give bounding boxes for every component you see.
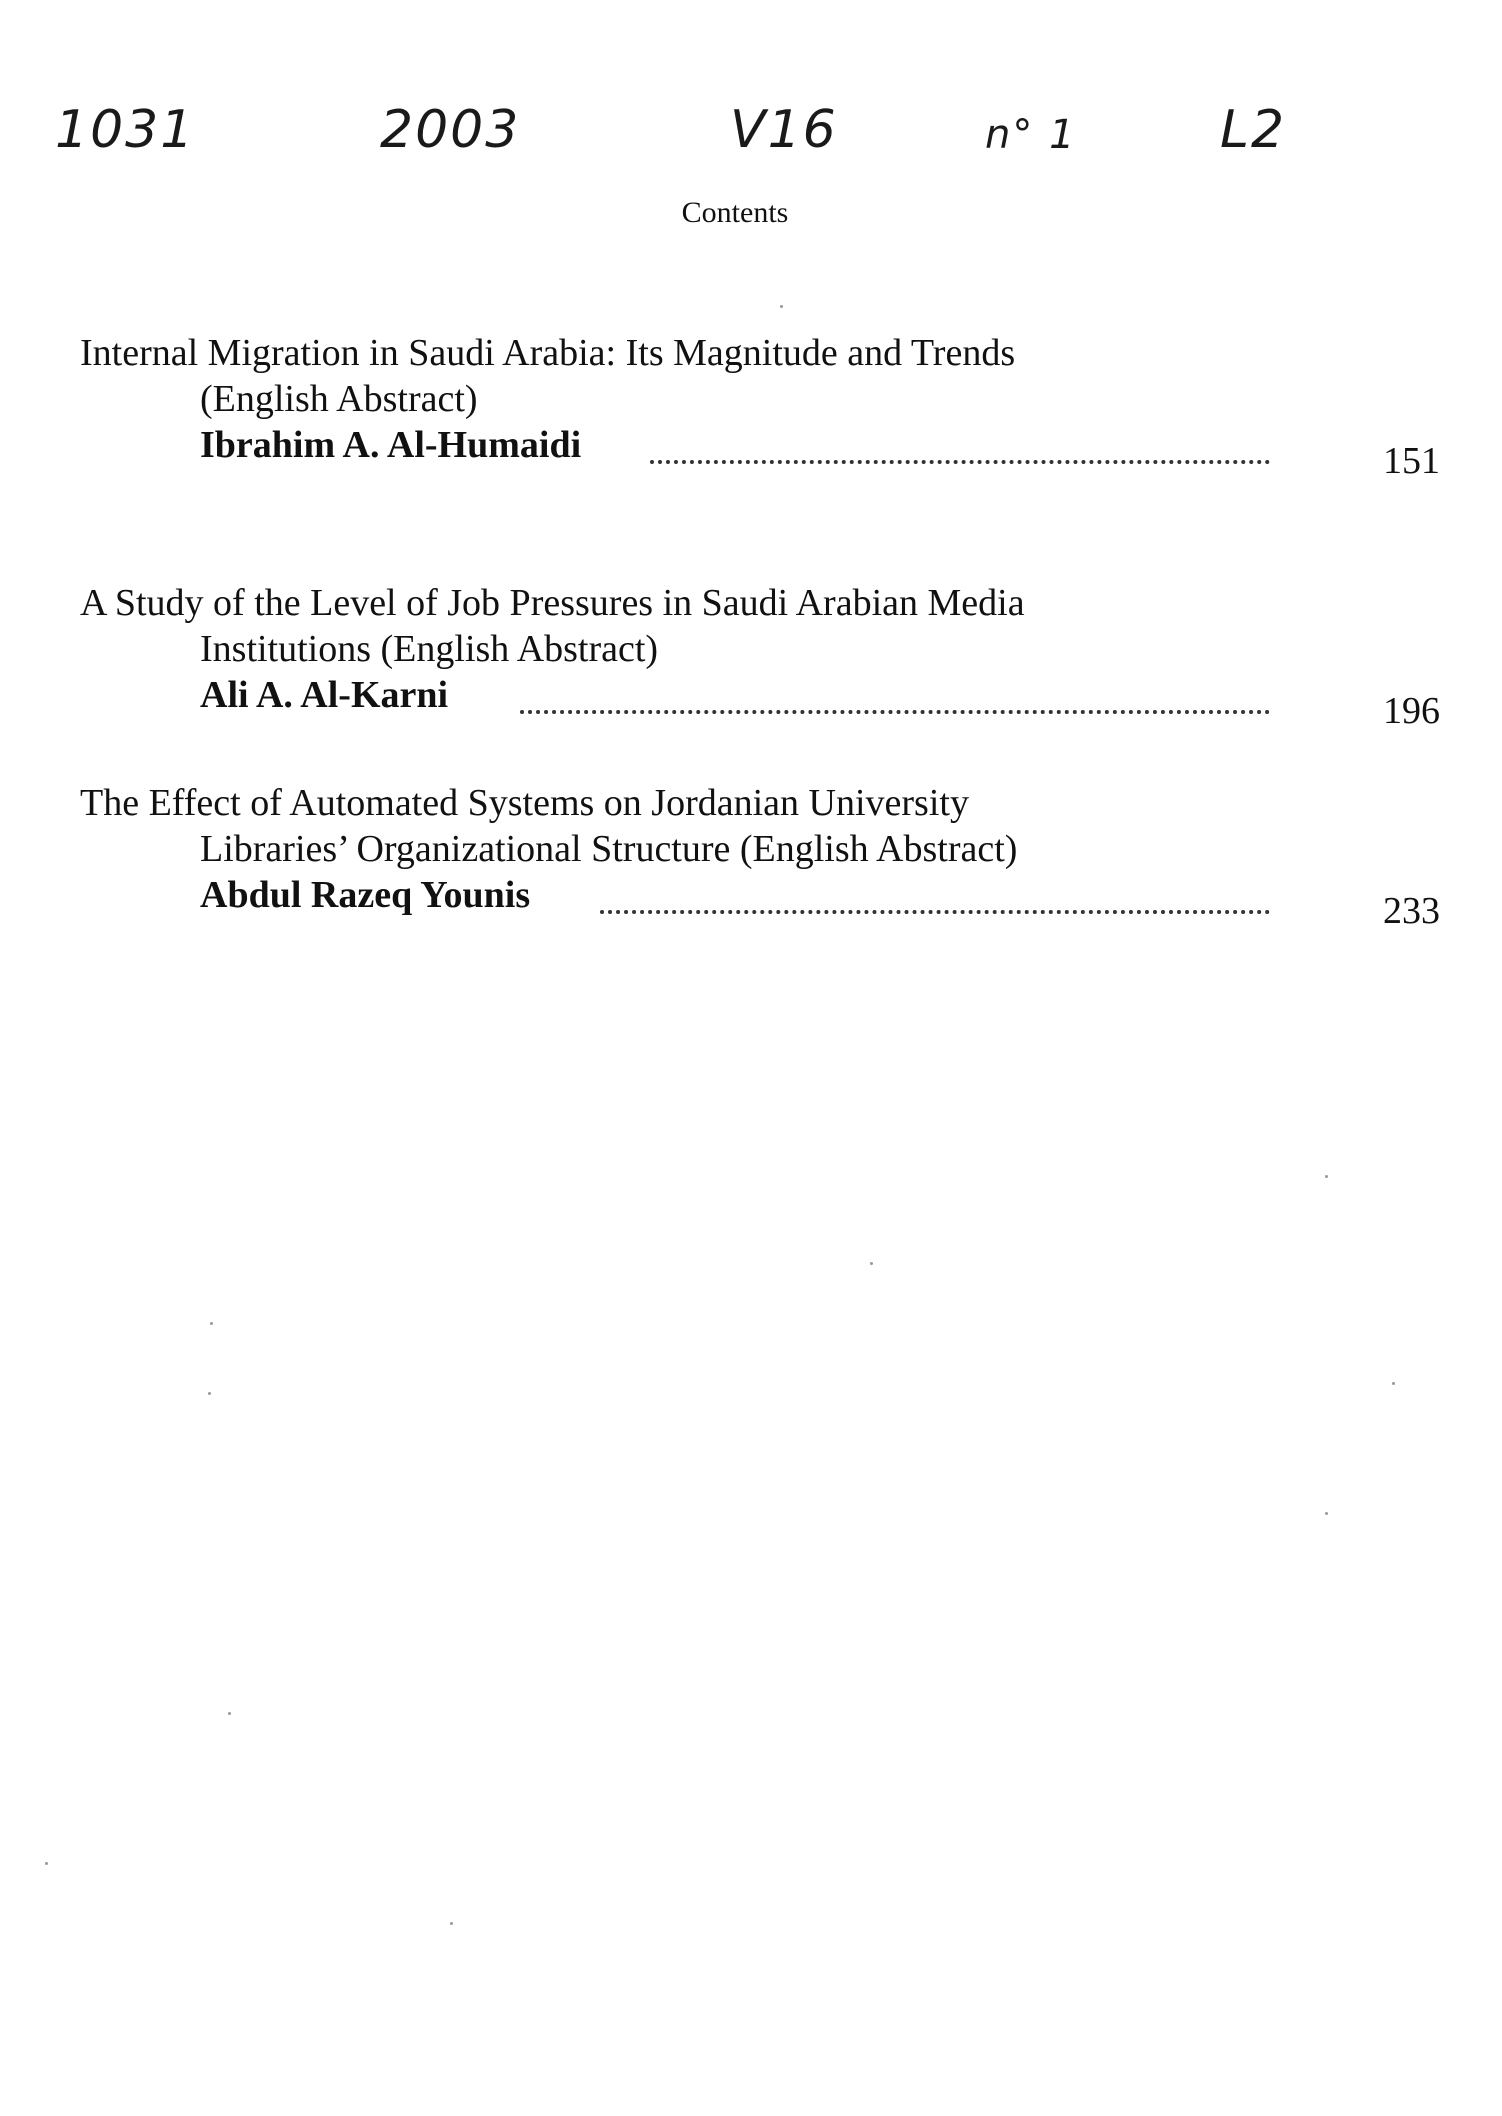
scan-speck	[210, 1322, 213, 1325]
scan-speck	[780, 305, 783, 308]
toc-entry	[80, 580, 1460, 732]
scan-speck	[1392, 1382, 1395, 1385]
entry-title-line: A Study of the Level of Job Pressures in Saudi Arabian Media	[80, 582, 1025, 624]
entry-author: Abdul Razeq Younis	[200, 874, 531, 916]
entry-author: Ibrahim A. Al-Humaidi	[200, 424, 582, 466]
scan-speck	[450, 1922, 453, 1925]
entry-title-line: Institutions (English Abstract)	[200, 628, 659, 670]
entry-author-row	[80, 872, 1460, 932]
toc-entry	[80, 780, 1460, 932]
scan-speck	[1325, 1512, 1328, 1515]
entry-author-row	[80, 422, 1460, 482]
handwritten-note-year: 2003	[380, 100, 521, 160]
dot-leader	[650, 460, 1270, 464]
scan-speck	[870, 1262, 873, 1265]
entry-author-row	[80, 672, 1460, 732]
handwritten-note-volume: V16	[730, 100, 838, 160]
scan-speck	[1325, 1175, 1328, 1178]
handwritten-note-issue: n° 1	[985, 112, 1077, 158]
scan-speck	[228, 1712, 231, 1715]
handwritten-note-shelf: L2	[1220, 100, 1287, 160]
dot-leader	[520, 710, 1270, 714]
entry-page-number: 196	[1383, 690, 1440, 732]
entry-title-line: (English Abstract)	[200, 378, 478, 420]
scan-speck	[45, 1862, 48, 1865]
entry-title-line: Libraries’ Organizational Structure (English Abstract)	[200, 828, 1018, 870]
entry-page-number: 233	[1383, 890, 1440, 932]
dot-leader	[600, 910, 1270, 914]
toc-entry	[80, 330, 1460, 482]
handwritten-note-number: 1031	[55, 100, 196, 160]
entry-title-line: Internal Migration in Saudi Arabia: Its Magnitude and Trends	[80, 332, 1016, 374]
entry-page-number: 151	[1383, 440, 1440, 482]
entry-author: Ali A. Al-Karni	[200, 674, 449, 716]
page-title: Contents	[681, 196, 789, 229]
entry-title-line: The Effect of Automated Systems on Jordanian University	[80, 782, 969, 824]
scan-speck	[208, 1392, 211, 1395]
